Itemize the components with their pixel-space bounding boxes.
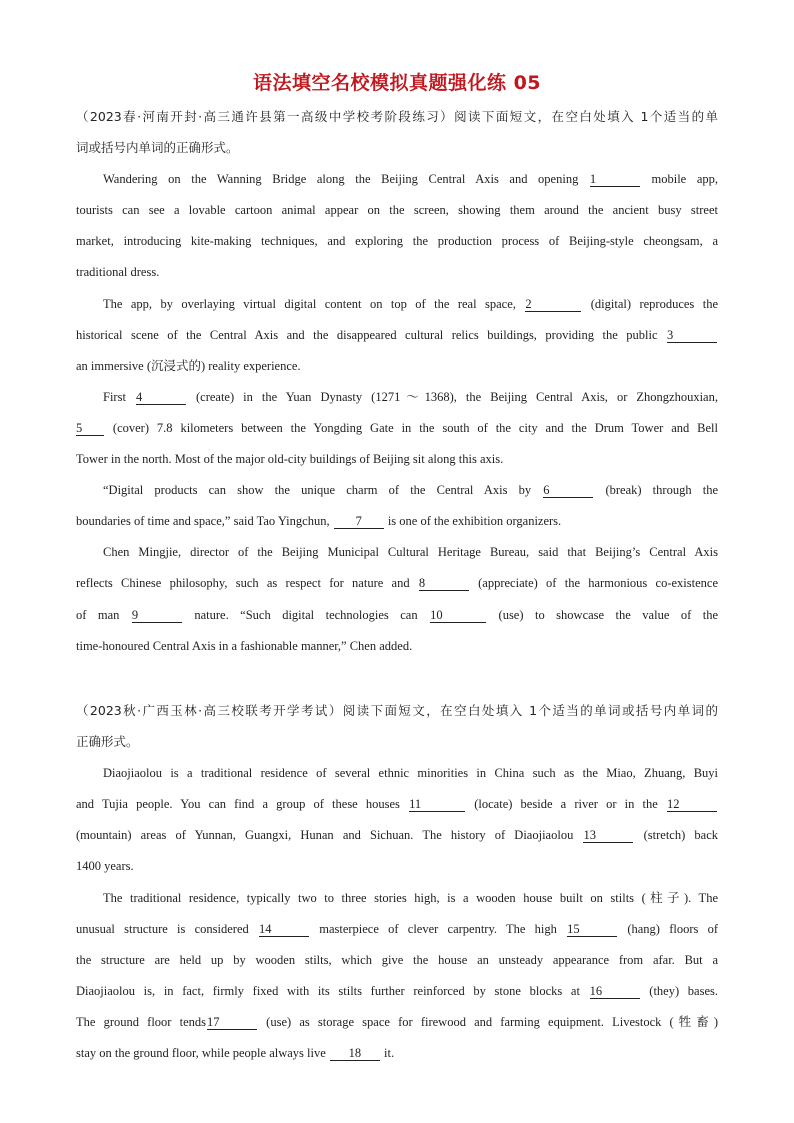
blank-8[interactable]: 8 (419, 576, 469, 591)
text-line: time-honoured Central Axis in a fashionable manner,” Chen added. (76, 638, 413, 653)
text: (appreciate) of the harmonious co-existence (469, 576, 718, 591)
page-title: 语法填空名校模拟真题强化练 05 (252, 72, 542, 94)
text-line (76, 388, 718, 419)
text: unusual structure is considered (76, 921, 258, 936)
text-line (76, 795, 718, 826)
text-line (76, 481, 718, 512)
text: reflects Chinese philosophy, such as respect for nature and (76, 576, 418, 591)
section-2 (76, 702, 718, 1075)
text: The ground floor tends (76, 1014, 207, 1029)
blank-9[interactable]: 9 (132, 608, 182, 623)
text-line: Chen Mingjie, director of the Beijing Municipal Cultural Heritage Bureau, said that Beijing’s Central Axis (103, 545, 718, 560)
text: it. (380, 1046, 395, 1061)
blank-6[interactable]: 6 (543, 483, 593, 498)
paragraph-5 (76, 543, 718, 667)
blank-16[interactable]: 16 (590, 984, 640, 999)
text-line (76, 982, 718, 1013)
blank-10[interactable]: 10 (430, 608, 486, 623)
section-1-intro (76, 108, 718, 170)
blank-11[interactable]: 11 (409, 797, 465, 812)
blank-13[interactable]: 13 (583, 828, 633, 843)
blank-5[interactable]: 5 (76, 421, 104, 436)
blank-1[interactable]: 1 (590, 172, 640, 187)
intro-line: （2023秋·广西玉林·高三校联考开学考试）阅读下面短文，在空白处填入 1个适当的单词或括号内单词的 (76, 703, 718, 718)
text-line: an immersive (沉浸式的) reality experience. (76, 358, 301, 373)
text: (hang) floors of (618, 921, 718, 936)
text-line (76, 1013, 718, 1044)
text: nature. “Such digital technologies can (182, 607, 430, 622)
text: (create) in the Yuan Dynasty (1271～1368), the Beijing Central Axis, or Zhongzhouxian, (186, 389, 718, 404)
paragraph-7 (76, 889, 718, 1076)
text-line: Diaojiaolou is a traditional residence of several ethnic minorities in China such as the Miao, Zhuang, Buyi (103, 766, 718, 781)
text: is one of the exhibition organizers. (384, 514, 562, 529)
text-line (76, 574, 718, 605)
text: “Digital products can show the unique charm of the Central Axis by (103, 483, 543, 498)
blank-2[interactable]: 2 (525, 297, 581, 312)
paragraph-1 (76, 170, 718, 294)
paragraph-3 (76, 388, 718, 481)
text: masterpiece of clever carpentry. The high (310, 921, 567, 936)
text: boundaries of time and space,” said Tao Yingchun, (76, 514, 333, 529)
blank-4[interactable]: 4 (136, 390, 186, 405)
blank-18[interactable]: 18 (330, 1046, 380, 1061)
text: of man (76, 607, 131, 622)
text: mobile app, (640, 172, 718, 187)
text-line: 1400 years. (76, 859, 134, 874)
text: (stretch) back (634, 828, 718, 843)
text-line (76, 826, 718, 857)
text-line: The traditional residence, typically two to three stories high, is a wooden house built on stilts (柱子). The (103, 890, 718, 905)
text: and Tujia people. You can find a group of these houses (76, 797, 409, 812)
paragraph-6 (76, 764, 718, 888)
paragraph-4 (76, 481, 718, 543)
intro-line: 正确形式。 (76, 734, 139, 750)
blank-3[interactable]: 3 (667, 328, 717, 343)
text-line (76, 920, 718, 951)
text: The app, by overlaying virtual digital content on top of the real space, (103, 296, 525, 311)
section-2-intro (76, 702, 718, 764)
text: (use) to showcase the value of the (487, 607, 718, 622)
text-line: tourists can see a lovable cartoon animal appear on the screen, showing them around the ancient busy street (76, 203, 718, 218)
text: historical scene of the Central Axis and the disappeared cultural relics buildings, providing the public (76, 327, 666, 342)
blank-17[interactable]: 17 (207, 1015, 257, 1030)
blank-12[interactable]: 12 (667, 797, 717, 812)
blank-14[interactable]: 14 (259, 922, 309, 937)
text: (break) through the (594, 483, 718, 498)
text-line (76, 170, 718, 201)
text: (they) bases. (640, 983, 718, 998)
intro-line: （2023春·河南开封·高三通许县第一高级中学校考阶段练习）阅读下面短文，在空白处填入 1个适当的单 (76, 109, 718, 124)
intro-line: 词或括号内单词的正确形式。 (76, 140, 239, 156)
blank-7[interactable]: 7 (334, 514, 384, 529)
text: (cover) 7.8 kilometers between the Yongding Gate in the south of the city and the Drum Tower and Bell (105, 420, 718, 435)
text-line (76, 1044, 718, 1075)
text-line (76, 326, 718, 357)
text-line: Tower in the north. Most of the major old-city buildings of Beijing sit along this axis. (76, 452, 504, 467)
text-line (76, 606, 718, 637)
text: Wandering on the Wanning Bridge along the Beijing Central Axis and opening (103, 172, 589, 187)
text-line (76, 419, 718, 450)
text-line: market, introducing kite-making techniques, and exploring the production process of Beijing-style cheongsam, a (76, 234, 718, 249)
text-line (76, 512, 718, 543)
text-line: traditional dress. (76, 265, 160, 280)
section-1 (76, 108, 718, 668)
text-line: the structure are held up by wooden stilts, which give the house an unsteady appearance from afar. But a (76, 952, 718, 967)
text: (locate) beside a river or in the (466, 797, 666, 812)
paragraph-2 (76, 295, 718, 388)
text: Diaojiaolou is, in fact, firmly fixed with its stilts further reinforced by stone blocks at (76, 983, 589, 998)
text: (mountain) areas of Yunnan, Guangxi, Hunan and Sichuan. The history of Diaojiaolou (76, 828, 583, 843)
text: stay on the ground floor, while people always live (76, 1046, 329, 1061)
blank-15[interactable]: 15 (567, 922, 617, 937)
text: (digital) reproduces the (582, 296, 718, 311)
text: (use) as storage space for firewood and farming equipment. Livestock (牲畜) (258, 1014, 718, 1029)
text-line (76, 295, 718, 326)
text: First (103, 389, 135, 404)
